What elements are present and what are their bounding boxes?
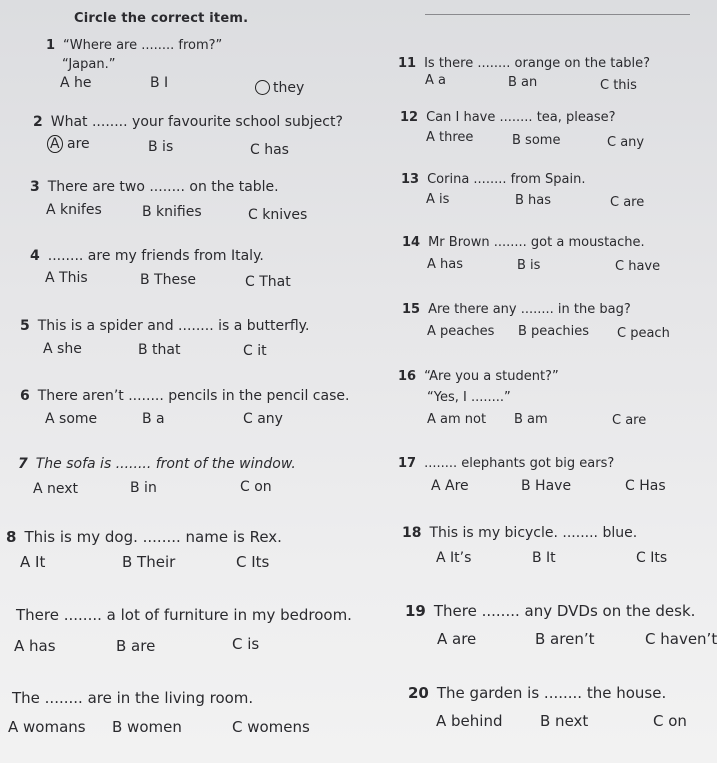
option-c[interactable]: C it bbox=[243, 343, 267, 359]
question-number: 16 bbox=[398, 369, 417, 384]
question-10 bbox=[12, 689, 253, 707]
option-a[interactable]: A a bbox=[425, 73, 446, 88]
question-number: 2 bbox=[33, 114, 43, 130]
instruction: Circle the correct item. bbox=[74, 11, 249, 26]
option-b[interactable]: B a bbox=[142, 411, 165, 427]
question-20 bbox=[408, 684, 666, 702]
option-b[interactable]: B that bbox=[138, 342, 181, 358]
option-b[interactable]: B peachies bbox=[518, 324, 590, 339]
question-text: Mr Brown ........ got a moustache. bbox=[428, 235, 645, 250]
option-c[interactable]: C womens bbox=[232, 718, 310, 736]
question-13 bbox=[401, 172, 585, 187]
option-b[interactable]: B next bbox=[540, 712, 589, 730]
option-b[interactable]: B an bbox=[508, 75, 538, 90]
answer-line bbox=[425, 14, 690, 15]
question-number: 5 bbox=[20, 318, 30, 334]
option-b[interactable]: B It bbox=[532, 550, 556, 566]
option-b[interactable]: B in bbox=[130, 480, 157, 496]
question-number: 14 bbox=[402, 235, 421, 250]
question-number: 17 bbox=[398, 456, 417, 471]
question-17 bbox=[398, 456, 614, 471]
option-a[interactable]: A next bbox=[33, 481, 79, 497]
option-a[interactable]: A behind bbox=[436, 712, 503, 730]
option-a[interactable]: A has bbox=[14, 637, 56, 655]
question-number: 3 bbox=[30, 179, 40, 195]
option-b[interactable]: B are bbox=[116, 637, 156, 655]
question-text: There ........ any DVDs on the desk. bbox=[433, 602, 696, 620]
question-2 bbox=[33, 114, 343, 130]
option-c[interactable]: C on bbox=[653, 712, 687, 730]
option-c[interactable]: C Its bbox=[636, 550, 668, 566]
question-19 bbox=[405, 602, 695, 620]
question-text: There are two ........ on the table. bbox=[47, 179, 279, 195]
option-a[interactable]: A three bbox=[426, 130, 474, 145]
option-b[interactable]: B Have bbox=[521, 478, 572, 494]
question-number: 11 bbox=[398, 56, 417, 71]
option-b[interactable]: B is bbox=[517, 258, 541, 273]
option-a[interactable]: A are bbox=[437, 630, 477, 648]
option-c[interactable]: C has bbox=[250, 142, 289, 158]
question-11 bbox=[398, 56, 650, 71]
question-text: This is my dog. ........ name is Rex. bbox=[24, 528, 282, 546]
option-c[interactable]: C Its bbox=[236, 553, 270, 571]
question-14 bbox=[402, 235, 645, 250]
question-text: Are there any ........ in the bag? bbox=[428, 302, 631, 317]
question-number: 4 bbox=[30, 248, 40, 264]
question-text: Can I have ........ tea, please? bbox=[426, 110, 616, 125]
question-text: There ........ a lot of furniture in my bedroom. bbox=[16, 606, 352, 624]
question-18 bbox=[402, 525, 637, 541]
option-a[interactable]: A It’s bbox=[436, 550, 472, 566]
option-c[interactable] bbox=[255, 80, 304, 96]
question-text: There aren’t ........ pencils in the pencil case. bbox=[37, 388, 350, 404]
option-a[interactable]: A am not bbox=[427, 412, 487, 427]
option-b[interactable]: B knifies bbox=[142, 204, 202, 220]
option-a-label: are bbox=[67, 136, 90, 152]
question-text: What ........ your favourite school subject? bbox=[50, 114, 343, 130]
question-number: 6 bbox=[20, 388, 30, 404]
option-c[interactable]: C haven’t bbox=[645, 630, 717, 648]
option-b[interactable]: B women bbox=[112, 718, 182, 736]
question-text: The sofa is ........ front of the window. bbox=[35, 456, 296, 472]
circled-mark-icon: A bbox=[47, 135, 63, 153]
question-text: “Are you a student?” bbox=[424, 369, 559, 384]
option-b[interactable]: B is bbox=[148, 139, 174, 155]
question-16-line2: “Yes, I ........” bbox=[427, 390, 511, 405]
option-b[interactable]: B aren’t bbox=[535, 630, 595, 648]
question-text: ........ elephants got big ears? bbox=[424, 456, 615, 471]
option-c[interactable]: C on bbox=[240, 479, 272, 495]
question-text: The garden is ........ the house. bbox=[436, 684, 667, 702]
question-number: 8 bbox=[6, 528, 17, 546]
option-a[interactable]: A This bbox=[45, 270, 88, 286]
question-text: This is a spider and ........ is a butterfly. bbox=[37, 318, 310, 334]
question-number: 1 bbox=[46, 38, 56, 53]
question-9 bbox=[16, 606, 352, 624]
option-a[interactable]: A is bbox=[426, 192, 450, 207]
question-text: “Where are ........ from?” bbox=[63, 38, 223, 53]
option-c[interactable]: C any bbox=[607, 135, 645, 150]
question-8 bbox=[6, 528, 282, 546]
option-b[interactable]: B Their bbox=[122, 553, 176, 571]
question-number: 15 bbox=[402, 302, 421, 317]
option-c-label: they bbox=[273, 80, 305, 96]
option-a[interactable]: A has bbox=[427, 257, 464, 272]
question-5 bbox=[20, 318, 309, 334]
option-b[interactable]: B some bbox=[512, 133, 561, 148]
question-number: 19 bbox=[405, 602, 426, 620]
question-1 bbox=[46, 38, 222, 53]
option-c[interactable]: C are bbox=[612, 413, 647, 428]
question-1-line2: “Japan.” bbox=[62, 57, 116, 72]
option-c[interactable]: C this bbox=[600, 78, 637, 93]
question-16 bbox=[398, 369, 559, 384]
option-a[interactable]: A peaches bbox=[427, 324, 495, 339]
option-a[interactable]: A Are bbox=[431, 478, 469, 494]
option-c[interactable]: C Has bbox=[625, 478, 666, 494]
option-b[interactable]: B I bbox=[150, 75, 169, 91]
option-a[interactable] bbox=[47, 136, 90, 152]
question-text: Is there ........ orange on the table? bbox=[424, 56, 651, 71]
question-number: 20 bbox=[408, 684, 429, 702]
question-15 bbox=[402, 302, 631, 317]
question-text: Corina ........ from Spain. bbox=[427, 172, 586, 187]
option-c[interactable]: C knives bbox=[248, 207, 308, 223]
option-a[interactable]: A It bbox=[20, 553, 46, 571]
option-c[interactable]: C That bbox=[245, 274, 291, 290]
option-c[interactable]: C peach bbox=[617, 326, 670, 341]
question-6 bbox=[20, 388, 349, 404]
question-12 bbox=[400, 110, 616, 125]
question-text: ........ are my friends from Italy. bbox=[47, 248, 264, 264]
option-a[interactable]: A some bbox=[45, 411, 98, 427]
question-3 bbox=[30, 179, 279, 195]
question-number: 13 bbox=[401, 172, 420, 187]
question-number: 12 bbox=[400, 110, 419, 125]
question-number: 7 bbox=[18, 456, 28, 472]
option-c[interactable]: C have bbox=[615, 259, 661, 274]
option-b[interactable]: B am bbox=[514, 412, 548, 427]
option-c[interactable]: C any bbox=[243, 411, 283, 427]
question-7 bbox=[18, 456, 296, 472]
question-text: This is my bicycle. ........ blue. bbox=[429, 525, 638, 541]
question-text: The ........ are in the living room. bbox=[12, 689, 254, 707]
circled-mark-icon bbox=[255, 80, 270, 95]
option-c[interactable]: C are bbox=[610, 195, 645, 210]
question-number: 18 bbox=[402, 525, 422, 541]
option-c[interactable]: C is bbox=[232, 635, 260, 653]
option-a[interactable]: A she bbox=[43, 341, 82, 357]
question-4 bbox=[30, 248, 264, 264]
option-a[interactable]: A he bbox=[60, 75, 92, 91]
option-a[interactable]: A knifes bbox=[46, 202, 102, 218]
option-a[interactable]: A womans bbox=[8, 718, 86, 736]
option-b[interactable]: B has bbox=[515, 193, 552, 208]
option-b[interactable]: B These bbox=[140, 272, 196, 288]
